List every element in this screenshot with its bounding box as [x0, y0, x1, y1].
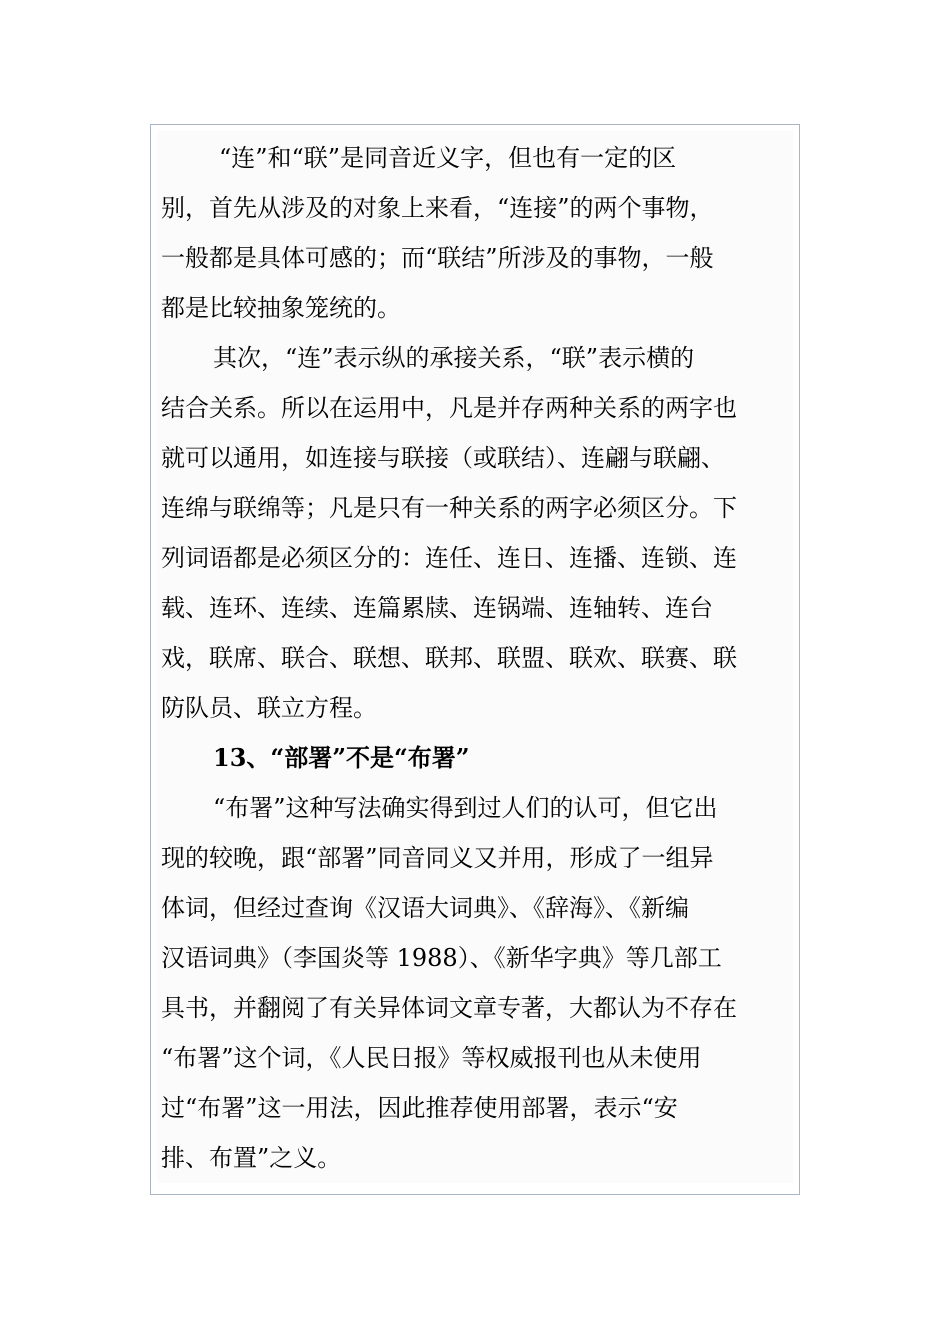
text-frame: [150, 124, 800, 1195]
paragraph-1-line-1: “连”和“联”是同音近义字，但也有一定的区: [219, 144, 677, 172]
paragraph-2-line-8: 防队员、联立方程。: [161, 694, 377, 722]
paragraph-3-line-7: 过“布署”这一用法，因此推荐使用部署，表示“安: [161, 1094, 678, 1122]
paragraph-1-line-4: 都是比较抽象笼统的。: [161, 294, 401, 322]
paragraph-3-line-6: “布署”这个词，《人民日报》等权威报刊也从未使用: [161, 1044, 702, 1072]
paragraph-3-line-3: 体词，但经过查询《汉语大词典》、《辞海》、《新编: [161, 894, 689, 922]
paragraph-2-line-6: 载、连环、连续、连篇累牍、连锅端、连轴转、连台: [161, 594, 713, 622]
paragraph-2-line-1: 其次，“连”表示纵的承接关系，“联”表示横的: [213, 344, 695, 372]
paragraph-3-line-8: 排、布置”之义。: [161, 1144, 342, 1172]
paragraph-3-line-5: 具书，并翻阅了有关异体词文章专著，大都认为不存在: [161, 994, 737, 1022]
paragraph-3-line-2: 现的较晚，跟“部署”同音同义又并用，形成了一组异: [161, 844, 714, 872]
text-content: [157, 131, 793, 1183]
paragraph-2-line-2: 结合关系。所以在运用中，凡是并存两种关系的两字也: [161, 394, 737, 422]
paragraph-1-line-3: 一般都是具体可感的；而“联结”所涉及的事物，一般: [161, 244, 714, 272]
section-heading: 13、“部署”不是“布署”: [213, 743, 470, 772]
paragraph-2-line-5: 列词语都是必须区分的：连任、连日、连播、连锁、连: [161, 544, 737, 572]
paragraph-3-line-1: “布署”这种写法确实得到过人们的认可，但它出: [213, 794, 718, 822]
paragraph-2-line-7: 戏，联席、联合、联想、联邦、联盟、联欢、联赛、联: [161, 644, 737, 672]
paragraph-1-line-2: 别，首先从涉及的对象上来看，“连接”的两个事物，: [161, 194, 714, 222]
paragraph-2-line-3: 就可以通用，如连接与联接（或联结）、连翩与联翩、: [161, 444, 725, 472]
paragraph-3-line-4: 汉语词典》（李国炎等 1988）、《新华字典》等几部工: [161, 944, 722, 972]
paragraph-2-line-4: 连绵与联绵等；凡是只有一种关系的两字必须区分。下: [161, 494, 737, 522]
